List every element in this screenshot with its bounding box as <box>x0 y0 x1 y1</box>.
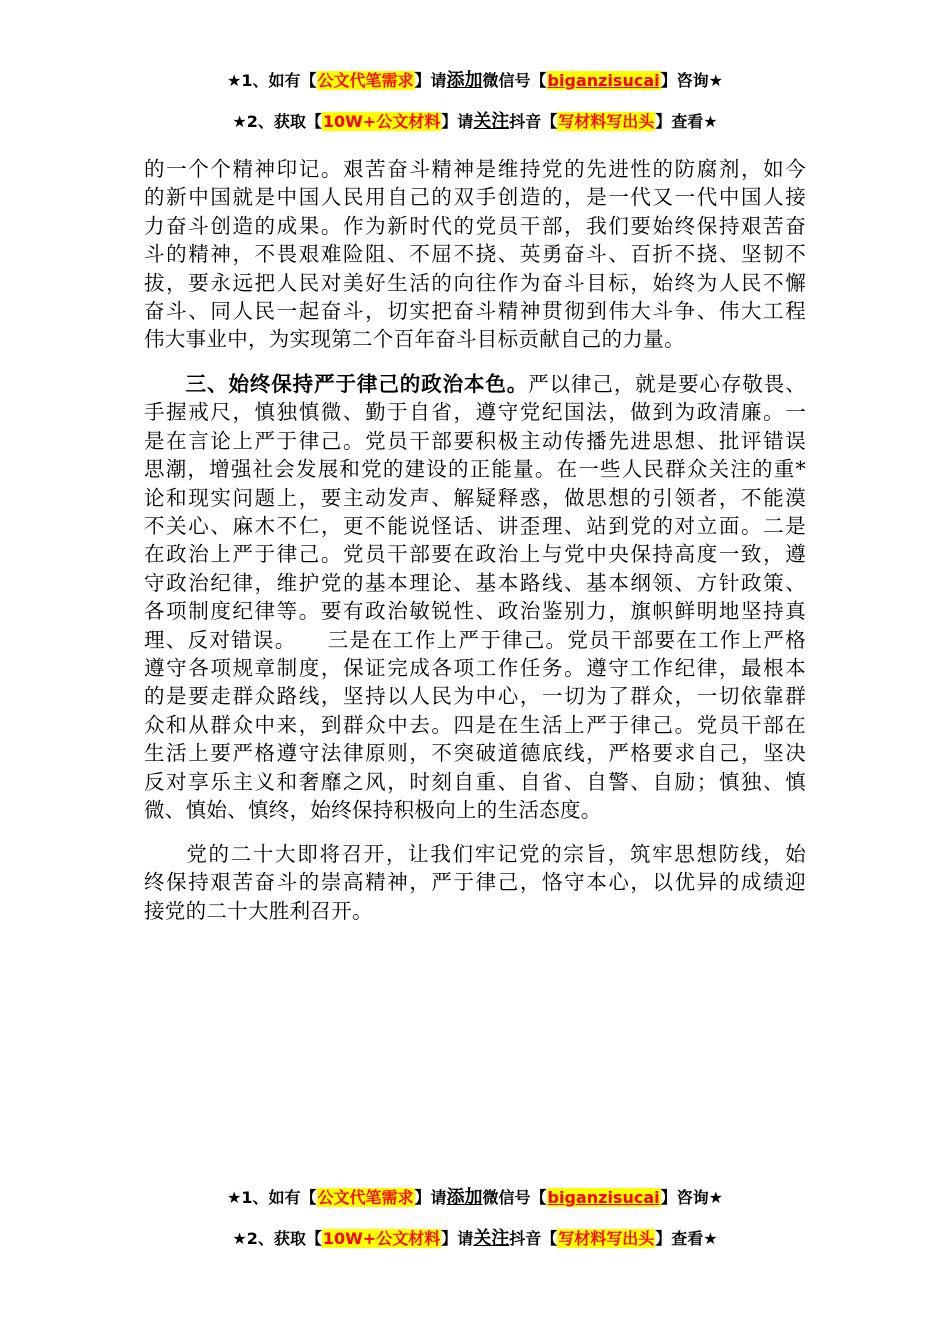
wechat-link[interactable]: biganzisucai <box>547 71 660 90</box>
banner-text: ★1、如有【 <box>227 71 317 90</box>
banner-highlight: 写材料写出头 <box>558 112 655 131</box>
banner-highlight: 10W+公文材料 <box>322 112 441 131</box>
banner-text: 】请 <box>441 1229 474 1248</box>
text-line: 思潮，增强社会发展和党的建设的正能量。在一些人民群众关注的重* <box>144 457 806 482</box>
banner-text: 】请 <box>414 71 447 90</box>
text-line: 是在言论上严于律己。党员干部要积极主动传播先进思想、批评错误 <box>144 428 806 453</box>
banner-underline: 关注 <box>473 1228 510 1249</box>
banner-text: 】请 <box>414 1188 447 1207</box>
banner-text: 】请 <box>441 112 474 131</box>
banner-text: ★2、获取【 <box>232 1229 322 1248</box>
banner-underline: 添加 <box>446 70 483 91</box>
banner-highlight: 公文代笔需求 <box>317 71 414 90</box>
text-line: 生活上要严格遵守法律原则，不突破道德底线，严格要求自己，坚决 <box>144 741 806 766</box>
text-line <box>144 370 806 398</box>
wechat-link[interactable]: biganzisucai <box>547 1188 660 1207</box>
text-line: 伟大事业中，为实现第二个百年奋斗目标贡献自己的力量。 <box>144 327 685 352</box>
banner-highlight: 公文代笔需求 <box>317 1188 414 1207</box>
text-line: 奋斗、同人民一起奋斗，切实把奋斗精神贯彻到伟大斗争、伟大工程 <box>144 299 806 324</box>
text-line: 不关心、麻木不仁，更不能说怪话、讲歪理、站到党的对立面。二是 <box>144 514 806 539</box>
text-line: 遵守各项规章制度，保证完成各项工作任务。遵守工作纪律，最根本 <box>144 656 806 681</box>
banner-highlight: 10W+公文材料 <box>322 1229 441 1248</box>
text-line: 微、慎始、慎终，始终保持积极向上的生活态度。 <box>144 798 602 823</box>
text-run: 党的二十大即将召开，让我们牢记党的宗旨，筑牢思想防线，始 <box>185 842 806 866</box>
text-line: 的新中国就是中国人民用自己的双手创造的，是一代又一代中国人接 <box>144 185 806 210</box>
section-heading: 三、始终保持严于律己的政治本色。 <box>185 372 529 396</box>
text-line: 终保持艰苦奋斗的崇高精神，严于律己，恪守本心，以优异的成绩迎 <box>144 870 806 895</box>
text-line: 拔，要永远把人民对美好生活的向往作为奋斗目标，始终为人民不懈 <box>144 270 806 295</box>
banner-text: 】咨询★ <box>660 71 723 90</box>
paragraph-1 <box>144 155 806 354</box>
banner-underline: 关注 <box>473 111 510 132</box>
paragraph-2 <box>144 370 806 825</box>
bottom-banner-line-2 <box>0 1227 950 1251</box>
text-line: 理、反对错误。 三是在工作上严于律己。党员干部要在工作上严格 <box>144 627 806 652</box>
text-line: 斗的精神，不畏艰难险阻、不屈不挠、英勇奋斗、百折不挠、坚韧不 <box>144 242 806 267</box>
paragraph-3 <box>144 840 806 925</box>
text-line: 众和从群众中来，到群众中去。四是在生活上严于律己。党员干部在 <box>144 712 806 737</box>
text-line: 手握戒尺，慎独慎微、勤于自省，遵守党纪国法，做到为政清廉。一 <box>144 400 806 425</box>
text-line: 在政治上严于律己。党员干部要在政治上与党中央保持高度一致，遵 <box>144 542 806 567</box>
banner-highlight: 写材料写出头 <box>558 1229 655 1248</box>
top-banner-line-2 <box>0 110 950 134</box>
top-banner-line-1 <box>0 69 950 93</box>
banner-text: 微信号【 <box>482 71 547 90</box>
text-line: 的一个个精神印记。艰苦奋斗精神是维持党的先进性的防腐剂，如今 <box>144 157 806 181</box>
text-run: 严以律己，就是要心存敬畏、 <box>528 372 806 396</box>
banner-text: 抖音【 <box>509 112 558 131</box>
text-line: 的是要走群众路线，坚持以人民为中心，一切为了群众，一切依靠群 <box>144 684 806 709</box>
text-line: 守政治纪律，维护党的基本理论、基本路线、基本纲领、方针政策、 <box>144 570 806 595</box>
banner-text: 】咨询★ <box>660 1188 723 1207</box>
bottom-banner-line-1 <box>0 1186 950 1210</box>
banner-text: 抖音【 <box>509 1229 558 1248</box>
text-line <box>144 840 806 868</box>
text-line: 反对享乐主义和奢靡之风，时刻自重、自省、自警、自励；慎独、慎 <box>144 769 806 794</box>
banner-underline: 添加 <box>446 1187 483 1208</box>
banner-text: ★2、获取【 <box>232 112 322 131</box>
banner-text: ★1、如有【 <box>227 1188 317 1207</box>
text-line: 力奋斗创造的成果。作为新时代的党员干部，我们要始终保持艰苦奋 <box>144 213 806 238</box>
banner-text: 】查看★ <box>655 1229 718 1248</box>
text-line: 接党的二十大胜利召开。 <box>144 898 373 923</box>
text-line: 论和现实问题上，要主动发声、解疑释惑，做思想的引领者，不能漠 <box>144 485 806 510</box>
text-line: 各项制度纪律等。要有政治敏锐性、政治鉴别力，旗帜鲜明地坚持真 <box>144 599 806 624</box>
banner-text: 】查看★ <box>655 112 718 131</box>
banner-text: 微信号【 <box>482 1188 547 1207</box>
